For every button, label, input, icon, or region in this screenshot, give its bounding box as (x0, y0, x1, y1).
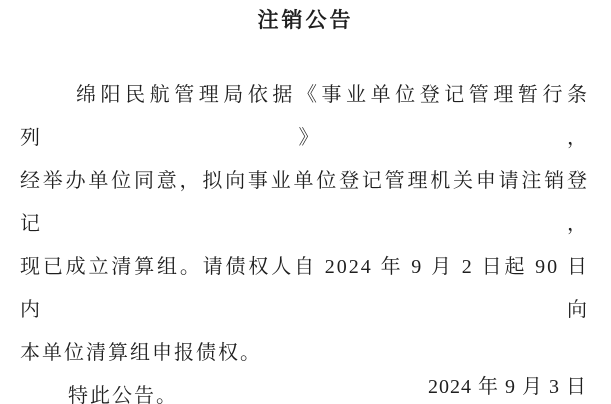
body-line-4: 本单位清算组申报债权。 (20, 342, 262, 364)
notice-body (20, 74, 589, 404)
notice-title: 注销公告 (257, 8, 354, 32)
date-line: 2024 年 9 月 3 日 (428, 376, 587, 398)
body-line-1: 绵阳民航管理局依据《事业单位登记管理暂行条列》， (20, 84, 589, 149)
body-line-2: 经举办单位同意，拟向事业单位登记管理机关申请注销登记， (20, 170, 589, 235)
closing-line: 特此公告。 (68, 385, 178, 404)
body-line-3: 现已成立清算组。请债权人自 2024 年 9 月 2 日起 90 日内向 (20, 256, 589, 321)
